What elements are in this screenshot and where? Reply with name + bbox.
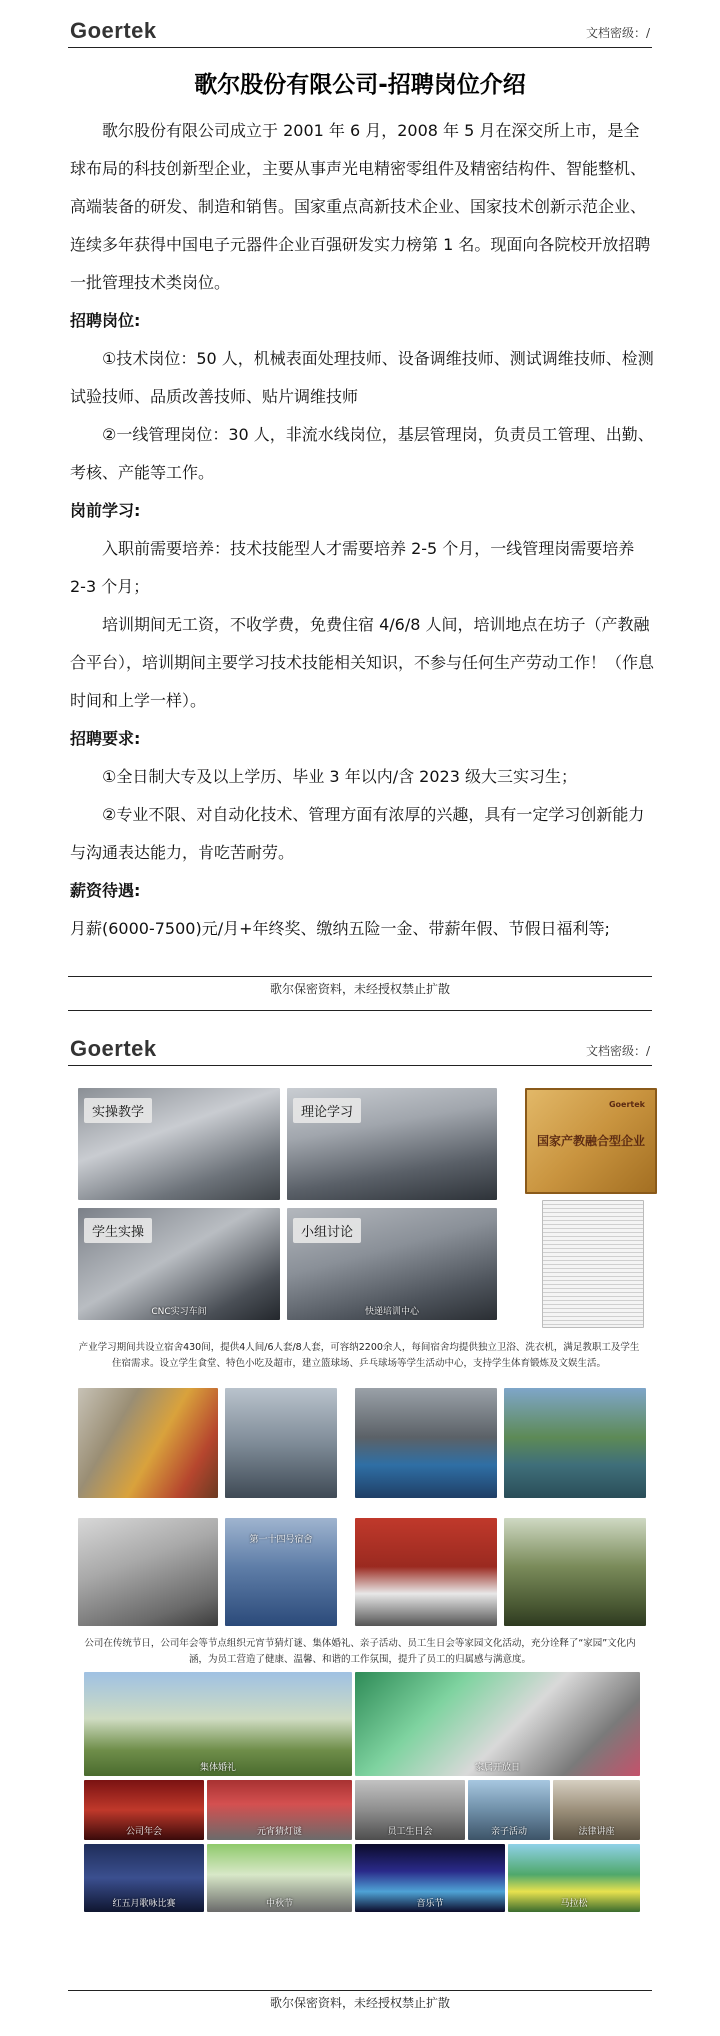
- culture-photo-red-may: [84, 1844, 204, 1912]
- training-photo-practice: [78, 1088, 280, 1200]
- position-item-2: ②一线管理岗位：30 人，非流水线岗位，基层管理岗，负责员工管理、出勤、考核、产能等工作。: [70, 425, 654, 482]
- page-1: [0, 0, 720, 1010]
- photo-tag: 中秋节: [265, 1899, 294, 1909]
- culture-photo-birthday: [355, 1780, 465, 1840]
- photo-tag: CNC实习车间: [151, 1307, 207, 1317]
- requirement-item-1: ①全日制大专及以上学历、毕业 3 年以内/含 2023 级大三实习生；: [102, 767, 577, 786]
- intro-paragraph: 歌尔股份有限公司成立于 2001 年 6 月，2008 年 5 月在深交所上市，是全球布局的科技创新型企业，主要从事声光电精密零组件及精密结构件、智能整机、高端装备的研发、制造和销售。国家重点高新技术企业、国家技术创新示范企业、连续多年获得中国电子元器件企业百强研发实力榜第 1 名。现面向各院校开放招聘一批管理技术类岗位。: [70, 121, 651, 292]
- student-group-photo: [355, 1518, 497, 1626]
- dorm-bathroom-photo: [78, 1518, 218, 1626]
- photo-tag: 马拉松: [560, 1899, 588, 1909]
- dormitory-description: 产业学习期间共设立宿舍430间，提供4人间/6人套/8人套，可容纳2200余人，每间宿舍均提供独立卫浴、洗衣机，满足教职工及学生住宿需求。设立学生食堂、特色小吃及超市，建立篮球场、乒乓球场等学生活动中心，支持学生体育锻炼及文娱生活。: [78, 1342, 640, 1369]
- training-photo-student-practice: [78, 1208, 280, 1320]
- page-title: 歌尔股份有限公司-招聘岗位介绍: [194, 72, 526, 98]
- table-tennis-photo: [355, 1388, 497, 1498]
- page-separator-rule: [68, 1010, 652, 1011]
- culture-photo-wedding: [84, 1672, 352, 1776]
- culture-photo-family-day: [355, 1672, 640, 1776]
- training-photo-group-discussion: [287, 1208, 497, 1320]
- plaque-text: 国家产教融合型企业: [537, 1134, 646, 1148]
- training-paragraph-1: 入职前需要培养：技术技能型人才需要培养 2-5 个月，一线管理岗需要培养 2-3 个月；: [70, 539, 635, 596]
- page-2: [0, 1010, 720, 2036]
- culture-photo-mid-autumn: [207, 1844, 352, 1912]
- outdoor-music-photo: [504, 1518, 646, 1626]
- caption: 理论学习: [293, 1098, 361, 1123]
- culture-photo-marathon: [508, 1844, 640, 1912]
- culture-photo-annual-meeting: [84, 1780, 204, 1840]
- photo-tag: 家属开放日: [474, 1763, 521, 1773]
- section-heading-requirements: 招聘要求:: [70, 729, 141, 748]
- canteen-photo: [78, 1388, 218, 1498]
- culture-photo-music-festival: [355, 1844, 505, 1912]
- culture-photo-law-lecture: [553, 1780, 640, 1840]
- plaque-logo: Goertek: [608, 1100, 645, 1109]
- salary-text: 月薪(6000-7500)元/月+年终奖、缴纳五险一金、带薪年假、节假日福利等;: [70, 919, 610, 938]
- section-heading-training: 岗前学习:: [70, 501, 141, 520]
- photo-tag: 红五月歌咏比赛: [112, 1899, 176, 1909]
- document-security-label: 文档密级：/: [585, 26, 650, 40]
- footer-rule: [68, 1990, 652, 1991]
- position-item-1: ①技术岗位：50 人，机械表面处理技师、设备调维技师、测试调维技师、检测试验技师、品质改善技师、贴片调维技师: [70, 349, 654, 406]
- basketball-court-photo: [504, 1388, 646, 1498]
- confidential-footer: 歌尔保密资料，未经授权禁止扩散: [269, 1996, 450, 2010]
- document-security-label: 文档密级：/: [585, 1044, 650, 1058]
- caption: 小组讨论: [293, 1218, 361, 1243]
- caption: 实操教学: [84, 1098, 152, 1123]
- header-rule: [68, 1065, 652, 1066]
- newspaper-clipping: [542, 1200, 644, 1328]
- photo-tag: 员工生日会: [387, 1827, 433, 1837]
- culture-photo-parent-child: [468, 1780, 550, 1840]
- culture-description: 公司在传统节日，公司年会等节点组织元宵节猜灯谜、集体婚礼、亲子活动、员工生日会等家园文化活动，充分诠释了“家园”文化内涵，为员工营造了健康、温馨、和谐的工作氛围，提升了员工的归属感与满意度。: [84, 1638, 636, 1665]
- photo-tag: 快递培训中心: [364, 1307, 420, 1317]
- goertek-logo: Goertek: [70, 18, 157, 43]
- dorm-sign: 第一十四号宿舍: [249, 1535, 313, 1545]
- requirement-item-2: ②专业不限、对自动化技术、管理方面有浓厚的兴趣，具有一定学习创新能力与沟通表达能力，肯吃苦耐劳。: [70, 805, 645, 862]
- photo-tag: 音乐节: [416, 1899, 444, 1909]
- laundry-photo: [225, 1388, 337, 1498]
- confidential-footer: 歌尔保密资料，未经授权禁止扩散: [269, 982, 450, 996]
- training-photo-theory: [287, 1088, 497, 1200]
- photo-tag: 法律讲座: [578, 1827, 615, 1837]
- caption: 学生实操: [84, 1218, 152, 1243]
- industry-education-plaque: [525, 1088, 657, 1194]
- document-body: [70, 112, 654, 948]
- training-paragraph-2: 培训期间无工资，不收学费，免费住宿 4/6/8 人间，培训地点在坊子（产教融合平台），培训期间主要学习技术技能相关知识，不参与任何生产劳动工作！（作息时间和上学一样）。: [70, 615, 655, 710]
- goertek-logo: Goertek: [70, 1036, 157, 1061]
- culture-photo-lantern-riddles: [207, 1780, 352, 1840]
- dorm-room-photo: [225, 1518, 337, 1626]
- photo-tag: 元宵猜灯谜: [256, 1827, 303, 1837]
- section-heading-positions: 招聘岗位:: [70, 311, 141, 330]
- photo-tag: 亲子活动: [490, 1827, 528, 1837]
- header-rule: [68, 47, 652, 48]
- photo-tag: 公司年会: [125, 1827, 163, 1837]
- photo-tag: 集体婚礼: [199, 1763, 237, 1773]
- footer-rule: [68, 976, 652, 977]
- section-heading-salary: 薪资待遇:: [70, 881, 141, 900]
